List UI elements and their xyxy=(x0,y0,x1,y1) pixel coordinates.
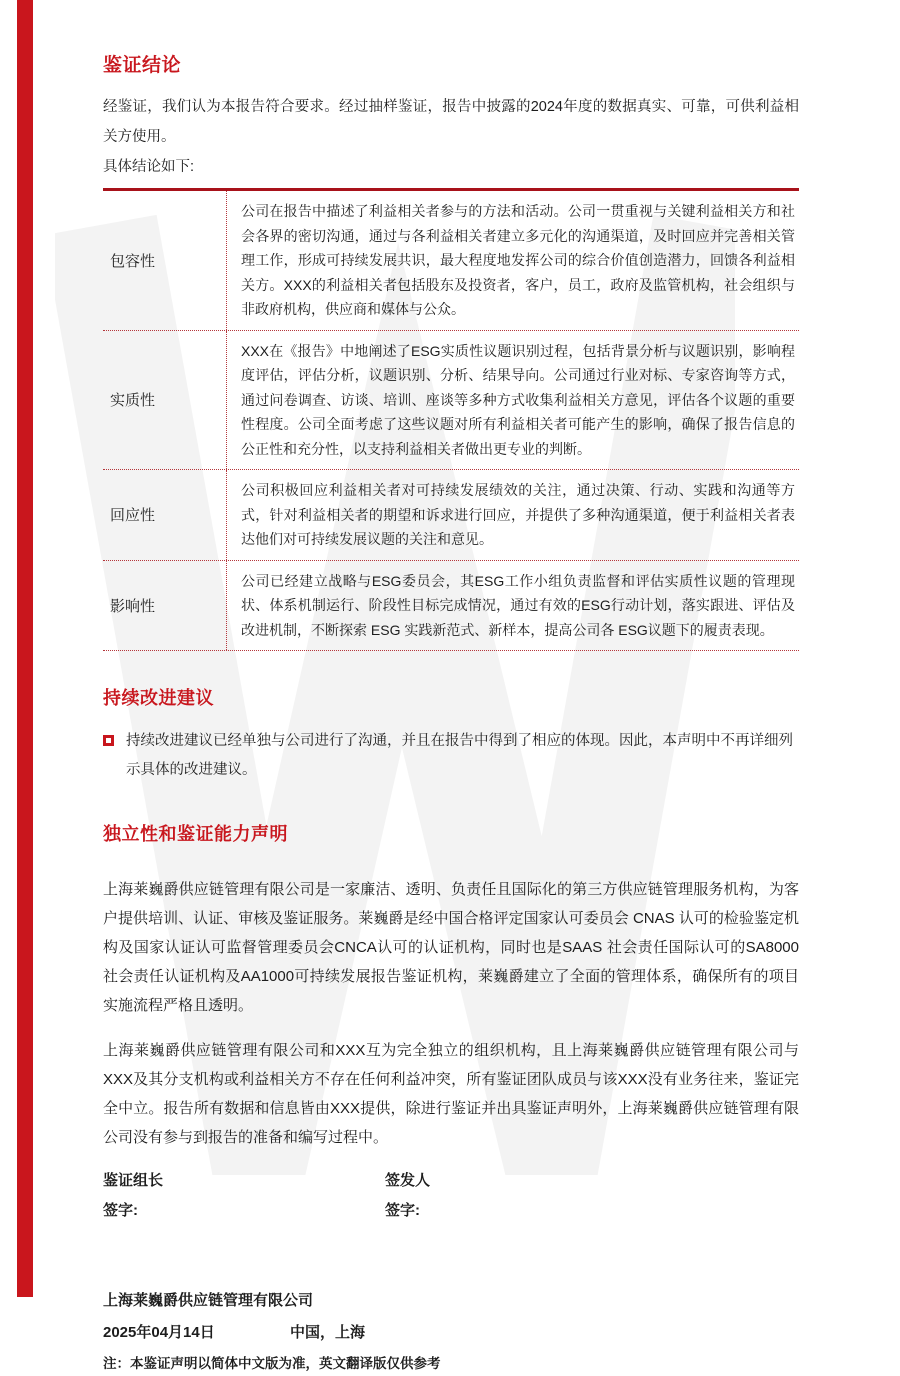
footer-date-row xyxy=(103,1320,799,1346)
issuer-sign-label: 签字: xyxy=(385,1202,420,1219)
table-row xyxy=(103,331,799,471)
row-label: 影响性 xyxy=(103,561,227,651)
improvement-heading: 持续改进建议 xyxy=(103,688,214,708)
independence-paragraph-1: 上海莱巍爵供应链管理有限公司是一家廉洁、透明、负责任且国际化的第三方供应链管理服务机构，为客户提供培训、认证、审核及鉴证服务。莱巍爵是经中国合格评定国家认可委员会 CNAS 认可的检验鉴定机构及国家认证认可监督管理委员会CNCA认可的认证机构，同时也是SAAS 社会责任国际认可的SA8000 社会责任认证机构及AA1000可持续发展报告鉴证机构，莱巍爵建立了全面的管理体系，确保所有的项目实施流程严格且透明。 xyxy=(103,881,799,1014)
signature-block xyxy=(103,1166,799,1226)
row-label: 回应性 xyxy=(103,470,227,560)
conclusion-intro: 经鉴证，我们认为本报告符合要求。经过抽样鉴证，报告中披露的2024年度的数据真实、可靠，可供利益相关方使用。 xyxy=(103,99,799,145)
conclusion-heading: 鉴证结论 xyxy=(103,55,182,76)
conclusion-lead-in: 具体结论如下: xyxy=(103,159,195,175)
issuer-label: 签发人 xyxy=(385,1172,431,1189)
assurance-leader-label: 鉴证组长 xyxy=(103,1172,164,1189)
independence-paragraph-2: 上海莱巍爵供应链管理有限公司和XXX互为完全独立的组织机构，且上海莱巍爵供应链管理有限公司与XXX及其分支机构或利益相关方不存在任何利益冲突，所有鉴证团队成员与该XXX没有业务往来，鉴证完全中立。报告所有数据和信息皆由XXX提供，除进行鉴证并出具鉴证声明外，上海莱巍爵供应链管理有限公司没有参与到报告的准备和编写过程中。 xyxy=(103,1042,799,1146)
row-content: 公司已经建立战略与ESG委员会，其ESG工作小组负责监督和评估实质性议题的管理现状、体系机制运行、阶段性目标完成情况，通过有效的ESG行动计划，落实跟进、评估及改进机制，不断探索 ESG 实践新范式、新样本，提高公司各 ESG议题下的履责表现。 xyxy=(241,572,795,638)
conclusion-table xyxy=(103,188,799,651)
footer-company-name: 上海莱巍爵供应链管理有限公司 xyxy=(103,1292,314,1309)
improvement-bullet-item xyxy=(103,727,799,785)
row-label: 实质性 xyxy=(103,331,227,470)
document-footer xyxy=(103,1288,799,1376)
improvement-bullet-text: 持续改进建议已经单独与公司进行了沟通，并且在报告中得到了相应的体现。因此，本声明中不再详细列示具体的改进建议。 xyxy=(126,733,793,778)
signature-titles-row xyxy=(103,1166,799,1196)
table-row xyxy=(103,561,799,652)
row-content: 公司积极回应利益相关者对可持续发展绩效的关注，通过决策、行动、实践和沟通等方式，针对利益相关者的期望和诉求进行回应，并提供了多种沟通渠道，便于利益相关者表达他们对可持续发展议题的关注和意见。 xyxy=(241,482,795,547)
leader-sign-label: 签字: xyxy=(103,1202,138,1219)
footer-location: 中国，上海 xyxy=(290,1324,366,1341)
table-row xyxy=(103,191,799,331)
row-label: 包容性 xyxy=(103,191,227,330)
independence-heading: 独立性和鉴证能力声明 xyxy=(103,824,288,844)
signature-sign-row xyxy=(103,1196,799,1226)
row-content: 公司在报告中描述了利益相关者参与的方法和活动。公司一贯重视与关键利益相关方和社会各界的密切沟通，通过与各利益相关者建立多元化的沟通渠道，及时回应并完善相关管理工作，形成可持续发展共识，最大程度地发挥公司的综合价值创造潜力，回馈各利益相关方。XXX的利益相关者包括股东及投资者，客户，员工，政府及监管机构，社会组织与非政府机构，供应商和媒体与公众。 xyxy=(241,203,795,317)
square-bullet-icon xyxy=(103,735,114,746)
row-content: XXX在《报告》中地阐述了ESG实质性议题识别过程，包括背景分析与议题识别，影响程度评估，评估分析，议题识别、分析、结果导向。公司通过行业对标、专家咨询等方式，通过问卷调查、访谈、培训、座谈等多种方式收集利益相关方意见，评估各个议题的重要性程度。公司全面考虑了这些议题对所有利益相关者可能产生的影响，确保了报告信息的公正性和充分性，以支持利益相关者做出更专业的判断。 xyxy=(241,342,795,457)
page-left-accent-bar xyxy=(17,0,33,1297)
table-row xyxy=(103,470,799,561)
footer-date: 2025年04月14日 xyxy=(103,1324,215,1341)
footer-note: 注：本鉴证声明以简体中文版为准，英文翻译版仅供参考 xyxy=(103,1356,441,1371)
document-body xyxy=(103,0,799,1376)
